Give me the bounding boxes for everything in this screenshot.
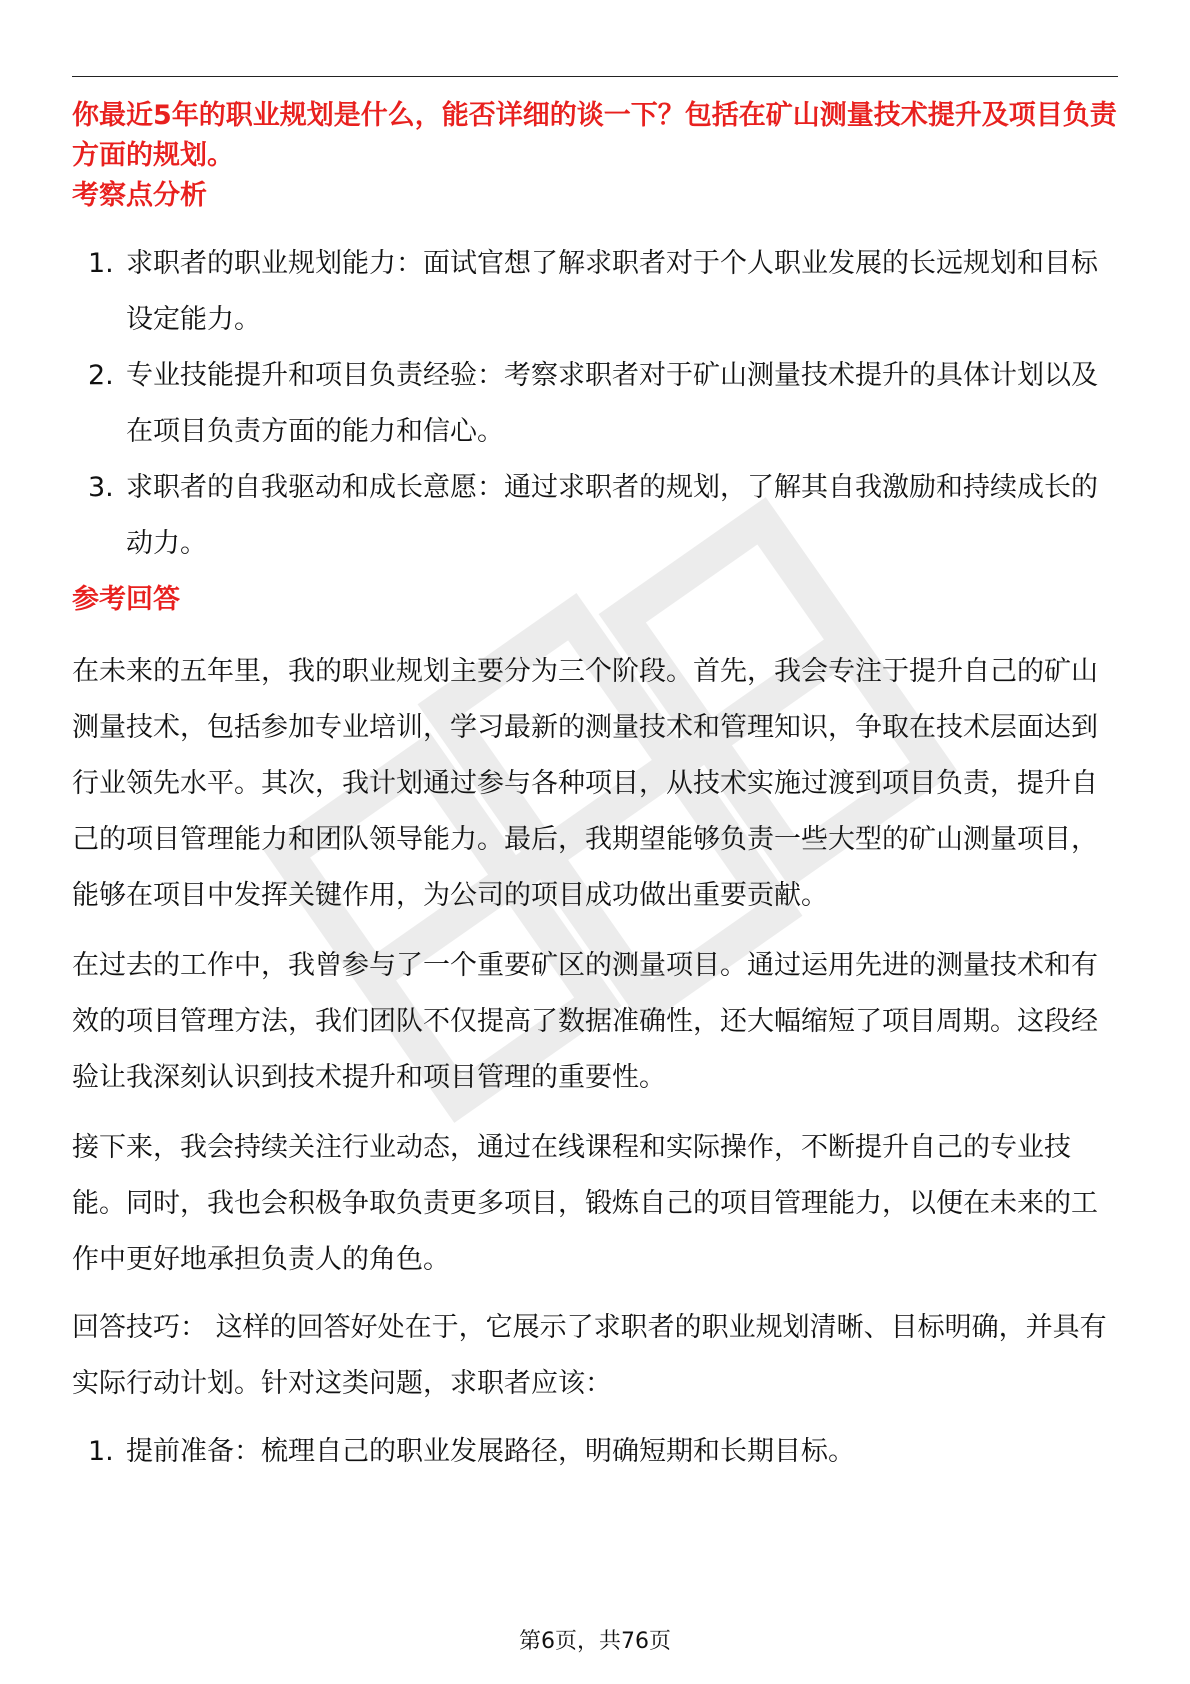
list-item bbox=[72, 460, 1118, 572]
answer-tips-paragraph: 回答技巧： 这样的回答好处在于，它展示了求职者的职业规划清晰、目标明确，并具有实际行动计划。针对这类问题，求职者应该： bbox=[72, 1312, 1107, 1399]
list-text: 求职者的自我驱动和成长意愿：通过求职者的规划，了解其自我激励和持续成长的动力。 bbox=[126, 472, 1098, 559]
answer-heading: 参考回答 bbox=[72, 584, 180, 615]
tips-list bbox=[72, 1424, 1118, 1480]
analysis-list bbox=[72, 236, 1118, 572]
list-number: 2. bbox=[88, 360, 114, 391]
answer-paragraph: 在未来的五年里，我的职业规划主要分为三个阶段。首先，我会专注于提升自己的矿山测量技术，包括参加专业培训，学习最新的测量技术和管理知识，争取在技术层面达到行业领先水平。其次，我计划通过参与各种项目，从技术实施过渡到项目负责，提升自己的项目管理能力和团队领导能力。最后，我期望能够负责一些大型的矿山测量项目，能够在项目中发挥关键作用，为公司的项目成功做出重要贡献。 bbox=[72, 656, 1098, 911]
list-text: 提前准备：梳理自己的职业发展路径，明确短期和长期目标。 bbox=[126, 1436, 855, 1467]
answer-paragraph: 在过去的工作中，我曾参与了一个重要矿区的测量项目。通过运用先进的测量技术和有效的项目管理方法，我们团队不仅提高了数据准确性，还大幅缩短了项目周期。这段经验让我深刻认识到技术提升和项目管理的重要性。 bbox=[72, 950, 1098, 1093]
list-text: 求职者的职业规划能力：面试官想了解求职者对于个人职业发展的长远规划和目标设定能力。 bbox=[126, 248, 1098, 335]
list-number: 1. bbox=[88, 1436, 114, 1467]
list-item bbox=[72, 348, 1118, 460]
page-footer: 第6页，共76页 bbox=[519, 1629, 671, 1654]
list-number: 1. bbox=[88, 248, 114, 279]
list-number: 3. bbox=[88, 472, 114, 503]
list-item bbox=[72, 236, 1118, 348]
analysis-heading: 考察点分析 bbox=[72, 180, 207, 211]
list-item bbox=[72, 1424, 1118, 1480]
answer-paragraph: 接下来，我会持续关注行业动态，通过在线课程和实际操作，不断提升自己的专业技能。同时，我也会积极争取负责更多项目，锻炼自己的项目管理能力，以便在未来的工作中更好地承担负责人的角色。 bbox=[72, 1132, 1098, 1275]
list-text: 专业技能提升和项目负责经验：考察求职者对于矿山测量技术提升的具体计划以及在项目负责方面的能力和信心。 bbox=[126, 360, 1098, 447]
question-title: 你最近5年的职业规划是什么，能否详细的谈一下？包括在矿山测量技术提升及项目负责方面的规划。 bbox=[72, 100, 1117, 171]
top-rule bbox=[72, 76, 1118, 77]
